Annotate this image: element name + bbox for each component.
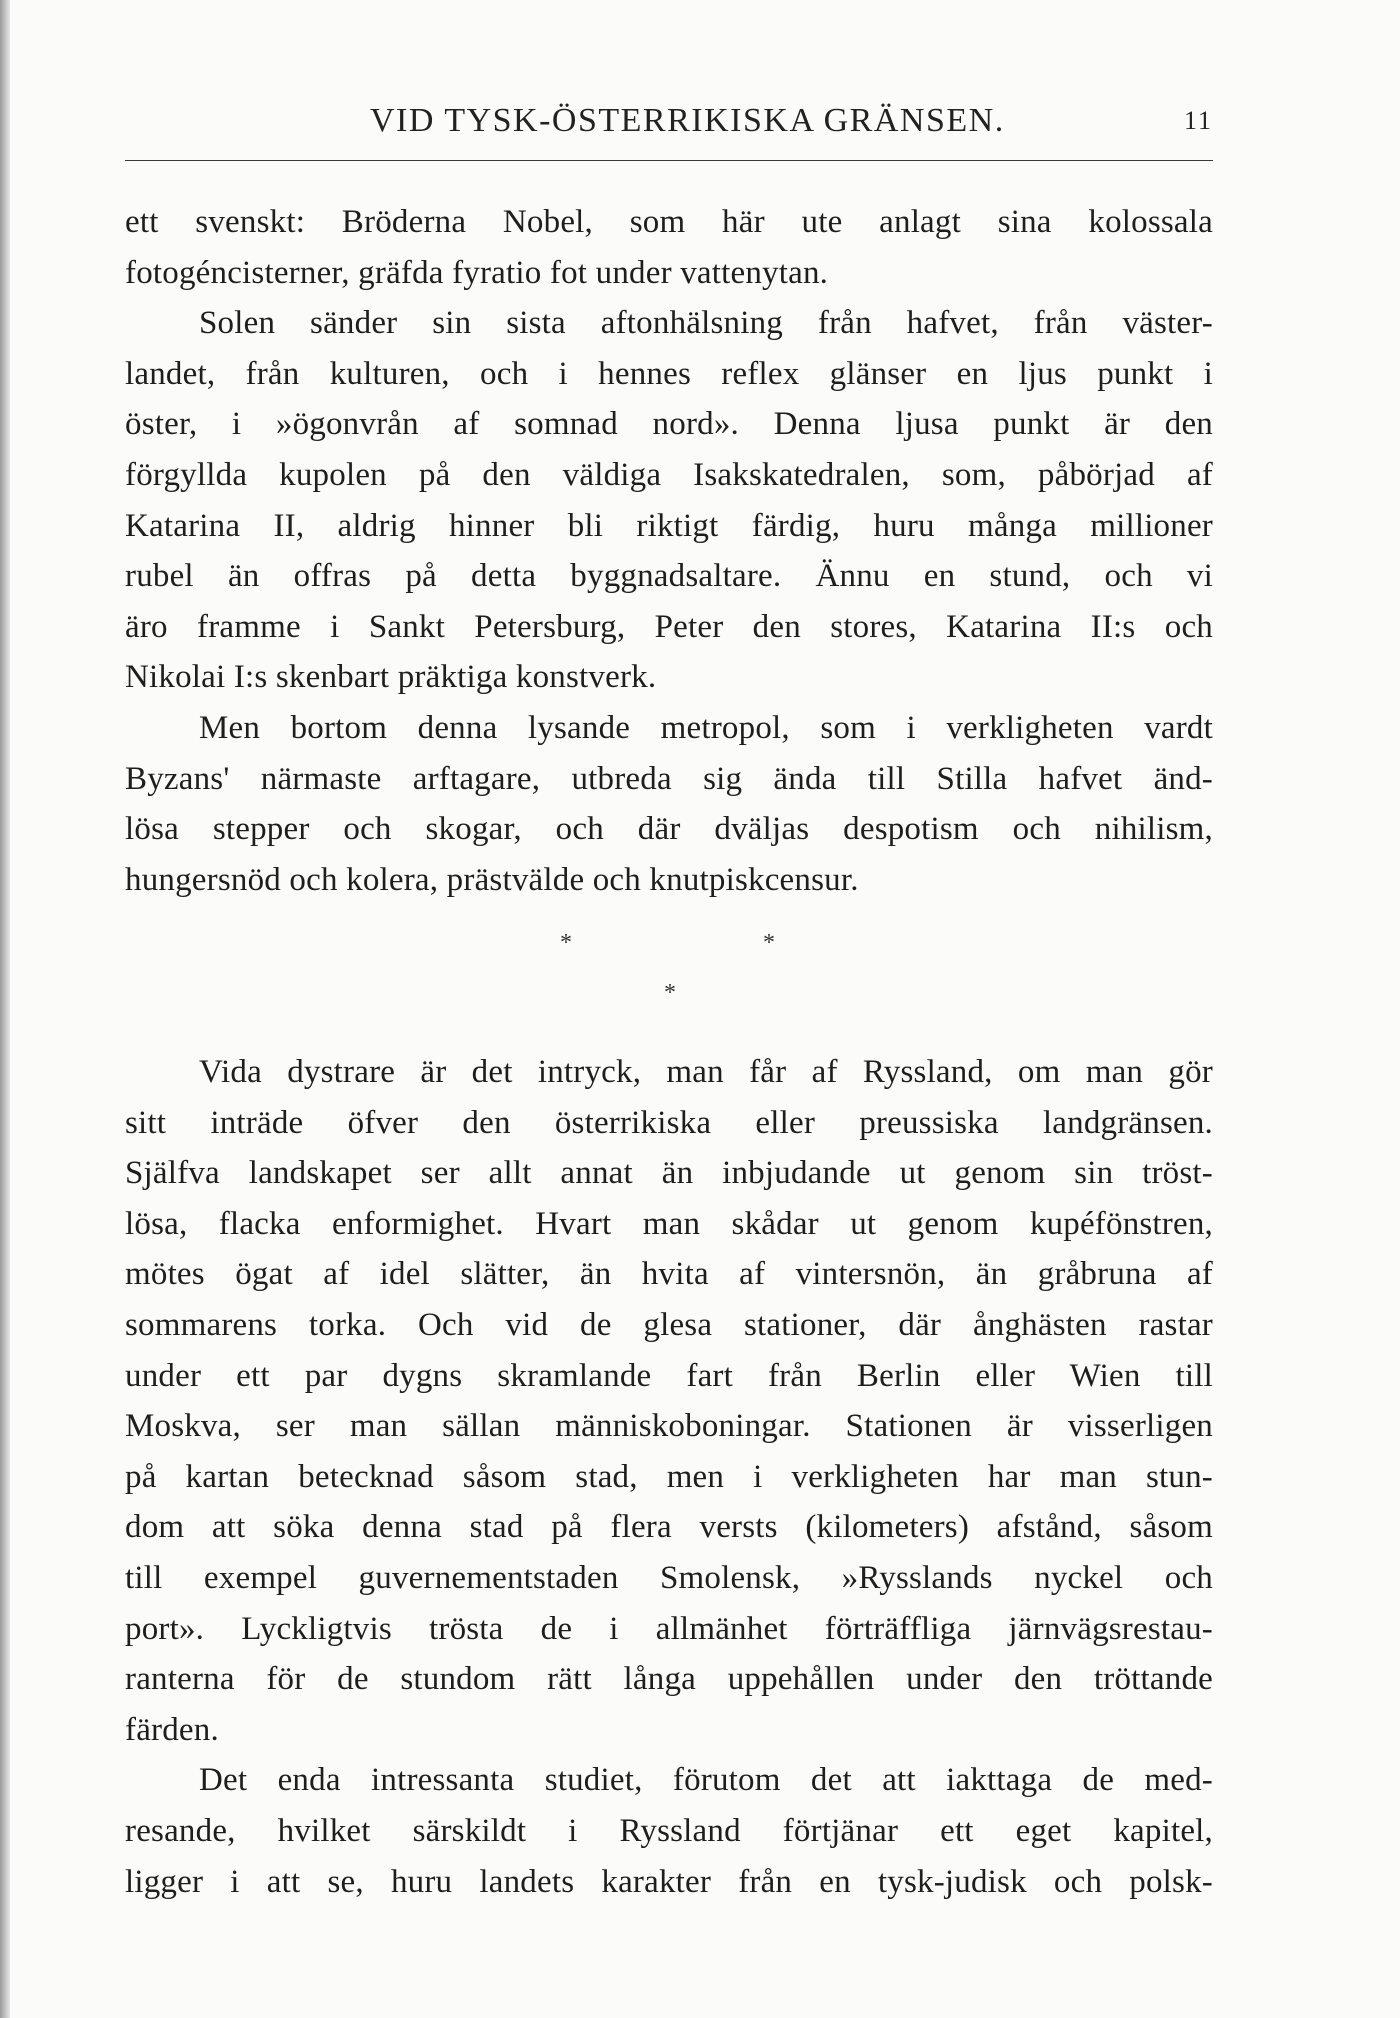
text-line: lösa stepper och skogar, och där dväljas despotism och nihilism,: [125, 811, 1213, 848]
text-line: äro framme i Sankt Petersburg, Peter den stores, Katarina II:s och: [125, 608, 1213, 645]
text-block-after-break: [125, 1047, 1213, 1907]
text-line: på kartan betecknad såsom stad, men i verkligheten har man stun-: [125, 1458, 1213, 1495]
header-rule: [125, 160, 1213, 161]
page-binding-edge: [0, 0, 10, 2018]
text-line: dom att söka denna stad på flera versts (kilometers) afstånd, såsom: [125, 1509, 1213, 1546]
paragraph: [125, 1755, 1213, 1907]
text-line: Själfva landskapet ser allt annat än inbjudande ut genom sin tröst-: [125, 1155, 1213, 1192]
running-header: [125, 102, 1213, 142]
text-line: mötes ögat af idel slätter, än hvita af vintersnön, än gråbruna af: [125, 1256, 1213, 1293]
text-line: lösa, flacka enformighet. Hvart man skådar ut genom kupéfönstren,: [125, 1205, 1213, 1242]
text-line: förgyllda kupolen på den väldiga Isakskatedralen, som, påbörjad af: [125, 456, 1213, 493]
text-line: Katarina II, aldrig hinner bli riktigt färdig, huru många millioner: [125, 507, 1213, 544]
text-line: sitt inträde öfver den österrikiska eller preussiska landgränsen.: [125, 1104, 1213, 1141]
text-line: färden.: [125, 1711, 219, 1748]
text-line: Men bortom denna lysande metropol, som i verkligheten vardt: [199, 709, 1213, 746]
running-title: VID TYSK-ÖSTERRIKISKA GRÄNSEN.: [370, 102, 1005, 139]
text-line: ligger i att se, huru landets karakter från en tysk-judisk och polsk-: [125, 1863, 1213, 1900]
text-line: Moskva, ser man sällan människoboningar. Stationen är visserligen: [125, 1408, 1213, 1445]
page-number: 11: [1183, 106, 1213, 135]
text-line: Det enda intressanta studiet, förutom det att iakttaga de med-: [199, 1762, 1213, 1799]
paragraph: [125, 703, 1213, 905]
text-line: fotogéncisterner, gräfda fyratio fot under vattenytan.: [125, 254, 829, 291]
text-line: ett svenskt: Bröderna Nobel, som här ute anlagt sina kolossala: [125, 204, 1213, 240]
text-line: under ett par dygns skramlande fart från Berlin eller Wien till: [125, 1357, 1213, 1394]
paragraph-continuation: [125, 197, 1213, 298]
asterisk: *: [664, 980, 676, 1006]
text-line: till exempel guvernementstaden Smolensk, »Rysslands nyckel och: [125, 1559, 1213, 1596]
text-line: hungersnöd och kolera, prästvälde och knutpiskcensur.: [125, 861, 859, 898]
text-line: öster, i »ögonvrån af somnad nord». Denna ljusa punkt är den: [125, 406, 1213, 443]
paragraph: [125, 298, 1213, 703]
text-line: Vida dystrare är det intryck, man får af Ryssland, om man gör: [199, 1054, 1213, 1090]
text-line: ranterna för de stundom rätt långa uppehållen under den tröttande: [125, 1661, 1213, 1698]
asterisk: *: [560, 930, 572, 956]
text-line: sommarens torka. Och vid de glesa stationer, där ånghästen rastar: [125, 1306, 1213, 1343]
text-line: resande, hvilket särskildt i Ryssland förtjänar ett eget kapitel,: [125, 1812, 1213, 1849]
text-block-before-break: [125, 197, 1213, 905]
paragraph: [125, 1047, 1213, 1755]
text-line: Nikolai I:s skenbart präktiga konstverk.: [125, 659, 657, 696]
text-line: port». Lyckligtvis trösta de i allmänhet förträffliga järnvägsrestau-: [125, 1610, 1213, 1647]
asterisk: *: [763, 930, 775, 956]
text-line: landet, från kulturen, och i hennes reflex glänser en ljus punkt i: [125, 355, 1213, 392]
text-line: rubel än offras på detta byggnadsaltare. Ännu en stund, och vi: [125, 558, 1213, 595]
text-line: Solen sänder sin sista aftonhälsning från hafvet, från väster-: [199, 305, 1213, 342]
text-line: Byzans' närmaste arftagare, utbreda sig ända till Stilla hafvet änd-: [125, 760, 1213, 797]
